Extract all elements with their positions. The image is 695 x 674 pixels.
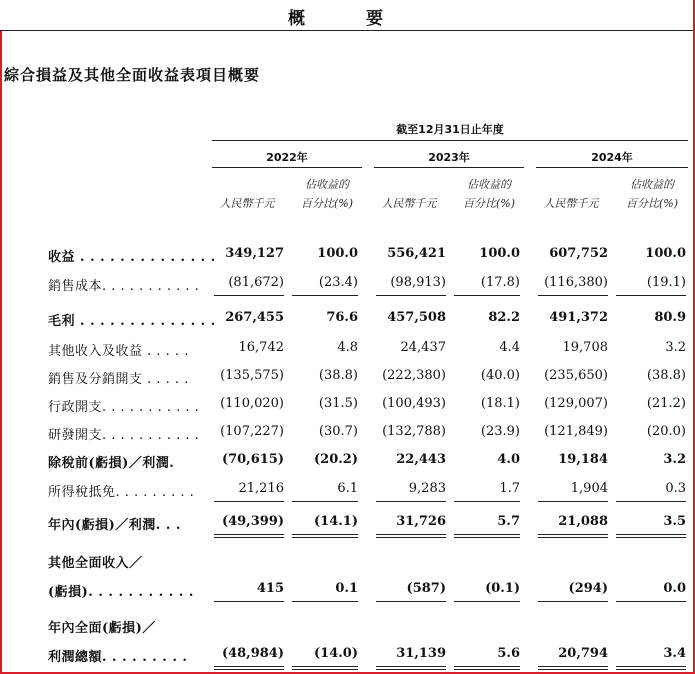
cell-pct-2022: (14.1) <box>314 514 358 529</box>
underline <box>616 666 686 667</box>
cell-amount-2022: (81,672) <box>228 275 284 290</box>
cell-pct-2023: 4.0 <box>497 452 520 467</box>
cell-pct-2024: (21.2) <box>646 396 686 411</box>
cell-amount-2024: (116,380) <box>544 275 608 290</box>
cell-pct-2024: 100.0 <box>645 246 686 261</box>
cell-pct-2023: (23.9) <box>480 424 520 439</box>
row-label: 行政開支. . . . . . . . . . . <box>48 400 200 415</box>
cell-amount-2023: (222,380) <box>382 368 446 383</box>
cell-pct-2024: 3.5 <box>663 514 686 529</box>
year-rule-2022 <box>212 167 362 168</box>
double-underline <box>292 669 358 670</box>
cell-amount-2022: (135,575) <box>220 368 284 383</box>
cell-amount-2023: 457,508 <box>387 310 446 325</box>
cell-pct-2023: (0.1) <box>485 581 520 596</box>
year-2023: 2023年 <box>428 151 470 164</box>
double-underline <box>454 537 520 538</box>
cell-amount-2024: (129,007) <box>544 396 608 411</box>
col-header-amount-2022: 人民幣千元 <box>219 197 275 210</box>
cell-amount-2024: 21,088 <box>558 514 608 529</box>
cell-amount-2023: (98,913) <box>390 275 446 290</box>
cell-amount-2024: 19,184 <box>558 452 608 467</box>
underline <box>538 534 608 535</box>
double-underline <box>538 669 608 670</box>
cell-amount-2024: 491,372 <box>549 310 608 325</box>
underline <box>214 666 284 667</box>
underline <box>292 501 358 502</box>
row-label: (虧損). . . . . . . . . . . <box>48 585 194 600</box>
cell-pct-2024: 3.2 <box>663 452 686 467</box>
section-title: 綜合損益及其他全面收益表項目概要 <box>4 66 261 84</box>
cell-pct-2024: 3.4 <box>663 646 686 661</box>
cell-amount-2023: 9,283 <box>408 481 446 496</box>
double-underline <box>214 537 284 538</box>
cell-amount-2023: 556,421 <box>387 246 446 261</box>
row-label: 其他全面收入／ <box>48 556 143 571</box>
cell-pct-2023: 5.7 <box>497 514 520 529</box>
underline <box>376 666 446 667</box>
underline <box>292 534 358 535</box>
cell-pct-2022: 0.1 <box>335 581 358 596</box>
cell-pct-2023: 4.4 <box>499 340 520 355</box>
underline <box>376 295 446 296</box>
double-underline <box>616 537 686 538</box>
cell-pct-2024: (19.1) <box>646 275 686 290</box>
underline <box>292 295 358 296</box>
row-label: 除稅前(虧損)／利潤. <box>48 456 175 471</box>
cell-pct-2022: (20.2) <box>314 452 358 467</box>
cell-pct-2023: (40.0) <box>480 368 520 383</box>
period-header: 截至12月31日止年度 <box>396 123 504 136</box>
col-header-amount-2023: 人民幣千元 <box>381 197 437 210</box>
underline <box>538 666 608 667</box>
cell-amount-2022: 349,127 <box>225 246 284 261</box>
double-underline <box>214 669 284 670</box>
cell-pct-2022: 76.6 <box>326 310 358 325</box>
cell-pct-2022: 4.8 <box>337 340 358 355</box>
cell-pct-2023: 82.2 <box>488 310 520 325</box>
cell-amount-2023: 31,139 <box>396 646 446 661</box>
double-underline <box>376 669 446 670</box>
underline <box>292 601 358 602</box>
period-rule <box>212 140 688 141</box>
underline <box>292 666 358 667</box>
cell-amount-2024: (294) <box>568 581 608 596</box>
cell-pct-2023: (18.1) <box>480 396 520 411</box>
cell-amount-2024: 20,794 <box>558 646 608 661</box>
cell-amount-2023: (132,788) <box>382 424 446 439</box>
year-2024: 2024年 <box>591 151 633 164</box>
underline <box>616 601 686 602</box>
row-label: 研發開支. . . . . . . . . . . <box>48 428 200 443</box>
col-header-pct-line1-2023: 佔收益的 <box>467 178 511 191</box>
cell-pct-2024: (38.8) <box>646 368 686 383</box>
underline <box>214 501 284 502</box>
cell-pct-2022: (38.8) <box>318 368 358 383</box>
row-label: 銷售及分銷開支 . . . . . <box>48 372 189 387</box>
cell-amount-2023: 24,437 <box>400 340 446 355</box>
cell-pct-2022: (14.0) <box>314 646 358 661</box>
cell-amount-2022: (70,615) <box>221 452 284 467</box>
row-label: 利潤總額. . . . . . . . . <box>48 650 188 665</box>
cell-pct-2022: (30.7) <box>318 424 358 439</box>
row-label: 年內全面(虧損)／ <box>48 621 156 636</box>
cell-amount-2024: 1,904 <box>570 481 608 496</box>
underline <box>454 501 520 502</box>
row-label: 毛利 . . . . . . . . . . . . . . <box>48 314 216 329</box>
row-label: 銷售成本. . . . . . . . . . . <box>48 279 200 294</box>
underline <box>538 601 608 602</box>
cell-amount-2022: 415 <box>256 581 284 596</box>
double-underline <box>292 537 358 538</box>
col-header-pct-line2-2023: 百分比(%) <box>462 197 516 210</box>
cell-pct-2022: 100.0 <box>317 246 358 261</box>
cell-pct-2024: 3.2 <box>665 340 686 355</box>
cell-pct-2024: 80.9 <box>654 310 686 325</box>
underline <box>616 501 686 502</box>
double-underline <box>538 537 608 538</box>
cell-amount-2024: (121,849) <box>544 424 608 439</box>
col-header-pct-line1-2024: 佔收益的 <box>630 178 674 191</box>
cell-amount-2024: (235,650) <box>544 368 608 383</box>
cell-amount-2022: 267,455 <box>225 310 284 325</box>
cell-pct-2024: (20.0) <box>646 424 686 439</box>
underline <box>376 601 446 602</box>
cell-amount-2023: 22,443 <box>396 452 446 467</box>
cell-pct-2023: 1.7 <box>499 481 520 496</box>
underline <box>214 601 284 602</box>
underline <box>454 666 520 667</box>
page-title: 概 要 <box>288 9 405 29</box>
underline <box>616 534 686 535</box>
cell-amount-2022: (48,984) <box>221 646 284 661</box>
underline <box>376 534 446 535</box>
double-underline <box>376 537 446 538</box>
cell-pct-2022: (23.4) <box>318 275 358 290</box>
cell-amount-2023: (587) <box>406 581 446 596</box>
row-label: 其他收入及收益 . . . . . <box>48 344 189 359</box>
cell-pct-2023: 100.0 <box>479 246 520 261</box>
cell-pct-2024: 0.0 <box>663 581 686 596</box>
cell-amount-2022: 21,216 <box>238 481 284 496</box>
underline <box>616 295 686 296</box>
col-header-pct-line2-2022: 百分比(%) <box>300 197 354 210</box>
col-header-amount-2024: 人民幣千元 <box>543 197 599 210</box>
cell-pct-2024: 0.3 <box>665 481 686 496</box>
underline <box>454 295 520 296</box>
cell-pct-2022: 6.1 <box>337 481 358 496</box>
year-rule-2024 <box>536 167 688 168</box>
col-header-pct-line2-2024: 百分比(%) <box>625 197 679 210</box>
cell-amount-2024: 607,752 <box>549 246 608 261</box>
row-label: 所得稅抵免. . . . . . . . . <box>48 485 195 500</box>
header-rule <box>0 30 693 31</box>
cell-amount-2024: 19,708 <box>562 340 608 355</box>
underline <box>538 295 608 296</box>
underline <box>454 534 520 535</box>
cell-amount-2023: 31,726 <box>396 514 446 529</box>
cell-amount-2022: (110,020) <box>220 396 284 411</box>
year-rule-2023 <box>374 167 524 168</box>
cell-amount-2022: (49,399) <box>221 514 284 529</box>
underline <box>454 601 520 602</box>
underline <box>376 501 446 502</box>
underline <box>214 295 284 296</box>
double-underline <box>616 669 686 670</box>
cell-pct-2023: 5.6 <box>497 646 520 661</box>
underline <box>538 501 608 502</box>
row-label: 年內(虧損)／利潤. . . <box>48 518 181 533</box>
row-label: 收益 . . . . . . . . . . . . . . <box>48 250 216 265</box>
cell-pct-2022: (31.5) <box>318 396 358 411</box>
col-header-pct-line1-2022: 佔收益的 <box>305 178 349 191</box>
double-underline <box>454 669 520 670</box>
cell-amount-2022: (107,227) <box>220 424 284 439</box>
cell-amount-2023: (100,493) <box>382 396 446 411</box>
cell-amount-2022: 16,742 <box>238 340 284 355</box>
cell-pct-2023: (17.8) <box>480 275 520 290</box>
year-2022: 2022年 <box>266 151 308 164</box>
underline <box>214 534 284 535</box>
